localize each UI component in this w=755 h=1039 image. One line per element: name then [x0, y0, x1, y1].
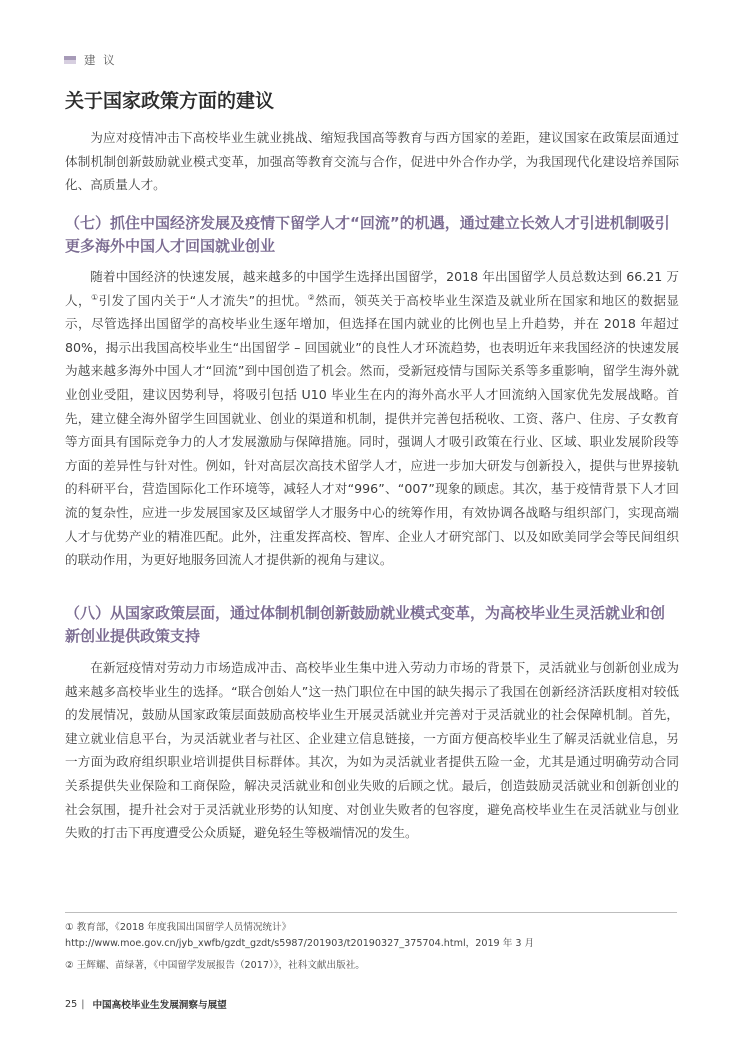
- section-7-text-part1: 随着中国经济的快速发展，越来越多的中国学生选择出国留学，2018 年出国留学人员总数达到 66.21 万人，: [65, 269, 679, 308]
- footnote-2: ② 王辉耀、苗绿著，《中国留学发展报告（2017）》，社科文献出版社。: [65, 960, 365, 971]
- section-7-heading: （七）抓住中国经济发展及疫情下留学人才“回流”的机遇，通过建立长效人才引进机制吸引更多海外中国人才回国就业创业: [65, 214, 670, 255]
- footnote-ref-2[interactable]: ②: [307, 292, 316, 302]
- footer-separator: |: [81, 998, 85, 1010]
- page-number: 25: [65, 998, 78, 1010]
- section-7-text-part3: 然而，领英关于高校毕业生深造及就业所在国家和地区的数据显示，尽管选择出国留学的高校毕业生逐年增加，但选择在国内就业的比例也呈上升趋势，并在 2018 年超过 80%，揭示出我国高校毕业生“出国留学 – 回国就业”的良性人才环流趋势，也表明近年来我国经济的快速发展为越来越多海外中国人才“回流”到中国创造了机会。然而，受新冠疫情与国际关系等多重影响，留学生海外就业创业受阻，建议因势利导，将吸引包括 U10 毕业生在内的海外高水平人才回流纳入国家优先发展战略。首先，建立健全海外留学生回国就业、创业的渠道和机制，提供并完善包括税收、工资、落户、住房、子女教育等方面具有国际竞争力的人才发展激励与保障措施。同时，强调人才吸引政策在行业、区域、职业发展阶段等方面的差异性与针对性。例如，针对高层次高技术留学人才，应进一步加大研发与创新投入，提供与世界接轨的科研平台，营造国际化工作环境等，减轻人才对“996”、“007”现象的顾虑。其次，基于疫情背景下人才回流的复杂性，应进一步发展国家及区域留学人才服务中心的统筹作用，有效协调各战略与组织部门，实现高端人才与优势产业的精准匹配。此外，注重发挥高校、智库、企业人才研究部门、以及如欧美同学会等民间组织的联动作用，为更好地服务回流人才提供新的视角与建议。: [65, 292, 680, 568]
- section-7-paragraph: [65, 265, 679, 572]
- running-header: [64, 52, 117, 68]
- section-8-heading: （八）从国家政策层面，通过体制机制创新鼓励就业模式变革，为高校毕业生灵活就业和创新创业提供政策支持: [65, 604, 666, 645]
- section-8-paragraph: 在新冠疫情对劳动力市场造成冲击、高校毕业生集中进入劳动力市场的背景下，灵活就业与创新创业成为越来越多高校毕业生的选择。“联合创始人”这一热门职位在中国的缺失揭示了我国在创新经济活跃度相对较低的发展情况，鼓励从国家政策层面鼓励高校毕业生开展灵活就业并完善对于灵活就业的社会保障机制。首先，建立就业信息平台，为灵活就业者与社区、企业建立信息链接，一方面方便高校毕业生了解灵活就业信息，另一方面为政府组织职业培训提供目标群体。其次，为如为灵活就业者提供五险一金，尤其是通过明确劳动合同关系提供失业保险和工商保险，解决灵活就业和创业失败的后顾之忧。最后，创造鼓励灵活就业和创新创业的社会氛围，提升社会对于灵活就业形势的认知度、对创业失败者的包容度，避免高校毕业生在灵活就业与创业失败的打击下再度遭受公众质疑，避免轻生等极端情况的发生。: [65, 660, 679, 841]
- page-footer: [65, 997, 227, 1011]
- footnote-divider: [65, 912, 677, 913]
- section-7-text-part2: 引发了国内关于“人才流失”的担忧。: [98, 292, 308, 308]
- section-title: 关于国家政策方面的建议: [65, 90, 275, 112]
- intro-paragraph: 为应对疫情冲击下高校毕业生就业挑战、缩短我国高等教育与西方国家的差距，建议国家在政策层面通过体制机制创新鼓励就业模式变革，加强高等教育交流与合作，促进中外合作办学，为我国现代化建设培养国际化、高质量人才。: [65, 130, 679, 193]
- header-label: 建 议: [84, 53, 117, 67]
- footnote-1: ① 教育部，《2018 年度我国出国留学人员情况统计》http://www.moe.gov.cn/jyb_xwfb/gzdt_gzdt/s5987/201903/t20190327_375704.html，2019 年 3 月: [65, 922, 535, 949]
- report-title: 中国高校毕业生发展洞察与展望: [92, 1000, 227, 1011]
- footnote-ref-1[interactable]: ①: [91, 292, 99, 302]
- header-marker-icon: [64, 56, 76, 64]
